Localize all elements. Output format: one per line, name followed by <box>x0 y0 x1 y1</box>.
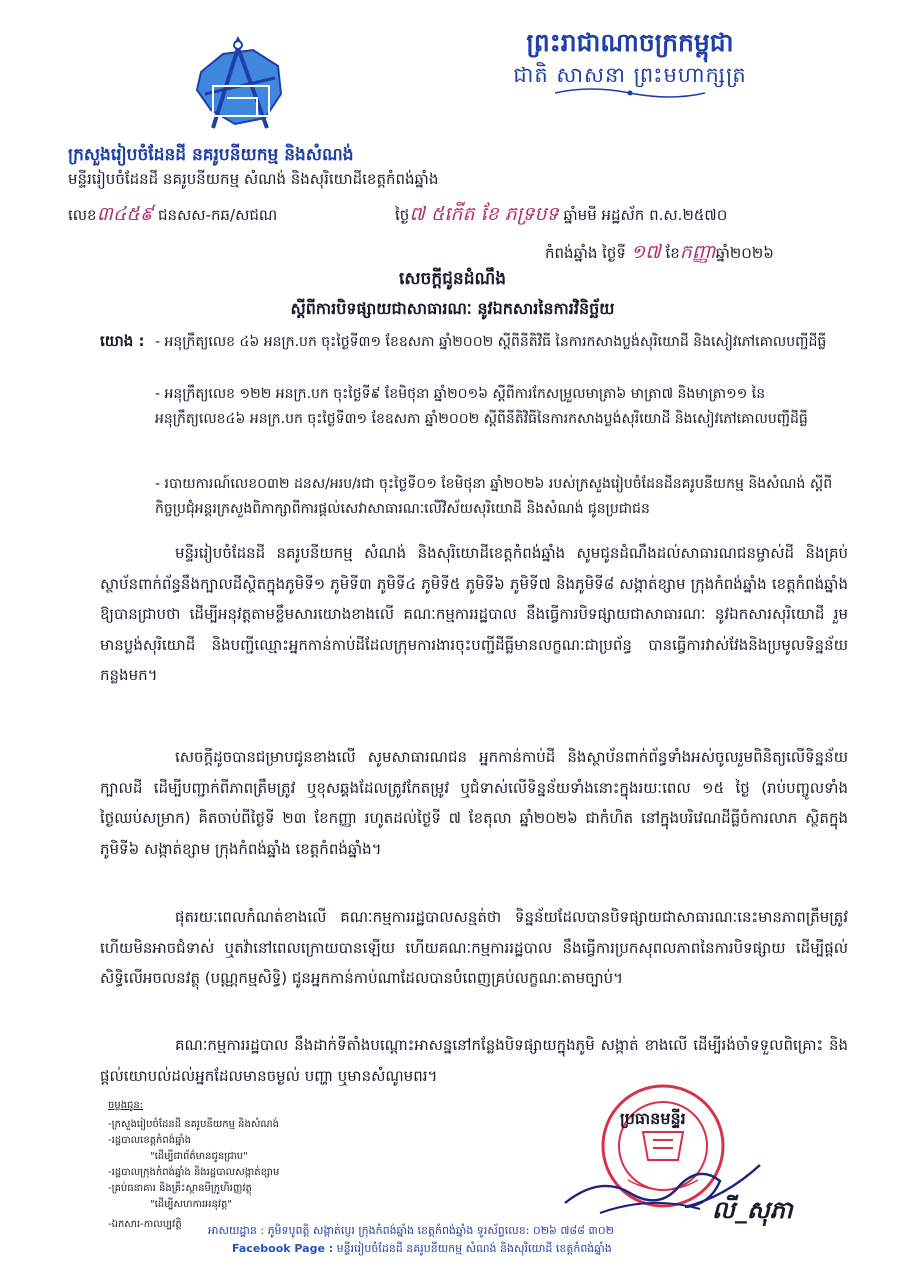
day-handwritten: ១៧ <box>630 241 661 263</box>
reference-item-1: - អនុក្រឹត្យលេខ ៤៦ អនក្រ.បក ចុះថ្ងៃទី៣១ ខែឧសភា ឆ្នាំ២០០២ ស្តីពីនីតិវិធី នៃការកសាងប្លង់សុរិយោដី និងសៀវភៅគោលបញ្ជីដីធ្លី <box>155 334 827 350</box>
ministry-logo <box>183 32 293 144</box>
footer-address: អាសយដ្ឋាន : ភូមិទបូពត្តិ សង្កាត់ប្ញេរ ក្រុងកំពង់ឆ្នាំង ខេត្តកំពង់ឆ្នាំង ទូរស័ព្ទលេខ: ០២៦ ៧៨៨ ៣០២ <box>208 1224 614 1237</box>
footer-facebook <box>232 1242 612 1258</box>
cc-item: -រដ្ឋបាលក្រុងកំពង់ឆ្នាំង និងរដ្ឋបាលសង្កាត់ខ្សាម <box>108 1167 280 1178</box>
cc-item: -ក្រសួងរៀបចំដែនដី នគរូបនីយកម្ម និងសំណង់ <box>108 1119 279 1130</box>
lunar-suffix: ឆ្នាំមមី អដ្ឋស័ក ព.ស.២៥៧០ <box>563 206 728 224</box>
signatory-title: ប្រធានមន្ទីរ <box>620 1109 686 1128</box>
cc-item: -គ្រប់ធនាគារ និងគ្រឹះស្ថានមីក្រូហិរញ្ញវត្ថុ <box>108 1183 252 1194</box>
signatory-name: លី_សុភា <box>712 1195 793 1224</box>
reference-suffix: ជនសស-កឆ/សជណ <box>157 206 278 224</box>
lunar-prefix: ថ្ងៃ <box>395 206 410 224</box>
department-name: មន្ទីររៀបចំដែនដី នគរូបនីយកម្ម សំណង់ និងសុរិយោដីខេត្តកំពង់ឆ្នាំង <box>68 170 439 188</box>
lunar-date <box>395 202 727 230</box>
year: ឆ្នាំ២០២៦ <box>715 244 774 262</box>
reference-item-2: - អនុក្រឹត្យលេខ ១២២ អនក្រ.បក ចុះថ្ងៃទី៩ ខែមិថុនា ឆ្នាំ២០១៦ ស្តីពីការកែសម្រួលមាត្រា៦ មាត្រា៧ និងមាត្រា១១ នៃអនុក្រឹត្យលេខ៤៦ អនក្រ.បក ចុះថ្ងៃទី៣១ ខែឧសភា ឆ្នាំ២០០២ ស្តីពីនីតិវិធីនៃការកសាងប្លង់សុរិយោដី និងសៀវភៅគោលបញ្ជីដីធ្លី <box>155 386 808 427</box>
place-prefix: កំពង់ឆ្នាំង ថ្ងៃទី <box>545 244 626 262</box>
month-label: ខែ <box>665 244 680 262</box>
body-paragraph-3: ផុតរយៈពេលកំណត់ខាងលើ គណៈកម្មការរដ្ឋបាលសន្មត់ថា ទិន្នន័យដែលបានបិទផ្សាយជាសាធារណៈនេះមានភាពត្រឹមត្រូវ ហើយមិនអាចជំទាស់ ឬតវ៉ានៅពេលក្រោយបានឡើយ ហើយគណៈកម្មការរដ្ឋបាល នឹងធ្វើការប្រកសុពលភាពនៃការបិទផ្សាយ ដើម្បីផ្តល់សិទ្ធិលើអចលនវត្ថុ (បណ្ណកម្មសិទ្ធិ) ជូនអ្នកកាន់កាប់ណាដែលបានបំពេញគ្រប់លក្ខណៈតាមច្បាប់។ <box>100 908 848 987</box>
place-and-date <box>545 240 774 268</box>
reference-number <box>68 202 277 230</box>
document-title: សេចក្តីជូនដំណឹង <box>398 269 507 289</box>
national-motto: ជាតិ សាសនា ព្រះមហាក្សត្រ <box>513 63 747 87</box>
reference-item-3: - របាយការណ៍លេខ០៣២ ដនស/អរប/រជា ចុះថ្ងៃទី០១ ខែមិថុនា ឆ្នាំ២០២៦ របស់ក្រសួងរៀបចំដែនដីនគរូបនីយកម្ម និងសំណង់ ស្តីពីកិច្ចប្រជុំអន្តរក្រសួងពិភាក្សាពីការផ្តល់សេវាសាធារណៈលើវិស័យសុរិយោដី និងសំណង់ ជូនប្រជាជន <box>155 476 833 517</box>
cc-note: "ដើម្បីសហការអនុវត្ត" <box>150 1199 233 1210</box>
facebook-label: Facebook Page : <box>232 1242 334 1255</box>
ministry-name: ក្រសួងរៀបចំដែនដី នគរូបនីយកម្ម និងសំណង់ <box>68 145 354 165</box>
cc-note: "ដើម្បីជាព័ត៌មានជូនជ្រាប" <box>150 1151 248 1162</box>
body-paragraph-1: មន្ទីររៀបចំដែនដី នគរូបនីយកម្ម សំណង់ និងសុរិយោដីខេត្តកំពង់ឆ្នាំង សូមជូនដំណឹងដល់សាធារណជនម្ចាស់ដី និងគ្រប់ស្ថាប័នពាក់ព័ន្ធនឹងក្បាលដីស្ថិតក្នុងភូមិទី១ ភូមិទី៣ ភូមិទី៤ ភូមិទី៥ ភូមិទី៦ ភូមិទី៧ និងភូមិទី៨ សង្កាត់ខ្សាម ក្រុងកំពង់ឆ្នាំង ខេត្តកំពង់ឆ្នាំង ឱ្យបានជ្រាបថា ដើម្បីអនុវត្តតាមខ្លឹមសារយោងខាងលើ គណៈកម្មការរដ្ឋបាល នឹងធ្វើការបិទផ្សាយជាសាធារណៈ នូវឯកសារសុរិយោដី រួមមានប្លង់សុរិយោដី និងបញ្ជីឈ្មោះអ្នកកាន់កាប់ដីដែលក្រុមការងារចុះបញ្ជីដីធ្លីមានលក្ខណៈជាប្រព័ន្ធ បានធ្វើការវាស់វែងនិងប្រមូលទិន្នន័យកន្លងមក។ <box>100 544 848 684</box>
body-paragraph-4: គណៈកម្មការរដ្ឋបាល នឹងដាក់ទីតាំងបណ្តោះអាសន្ននៅកន្លែងបិទផ្សាយក្នុងភូមិ សង្កាត់ ខាងលើ ដើម្បីរង់ចាំទទួលពិគ្រោះ និងផ្តល់យោបល់ដល់អ្នកដែលមានចម្ងល់ បញ្ហា ឬមានសំណូមពរ។ <box>100 1036 848 1085</box>
kingdom-heading: ព្រះរាជាណាចក្រកម្ពុជា <box>526 28 734 57</box>
reference-number-handwritten: ៣៤៥៩ <box>96 203 154 225</box>
cc-item: -រដ្ឋបាលខេត្តកំពង់ឆ្នាំង <box>108 1135 191 1146</box>
motto-ornament <box>545 85 715 101</box>
lunar-date-handwritten: ៧ ៥កើត ខែ ភទ្របទ <box>409 203 559 225</box>
cc-item: -ឯកសារ-កាលប្បវត្តិ <box>108 1219 182 1230</box>
references-label: យោង : <box>100 332 145 350</box>
reference-prefix: លេខ <box>68 206 97 224</box>
body-paragraph-2: សេចក្តីដូចបានជម្រាបជូនខាងលើ សូមសាធារណជន អ្នកកាន់កាប់ដី និងស្ថាប័នពាក់ព័ន្ធទាំងអស់ចូលរួមពិនិត្យលើទិន្នន័យក្បាលដី ដើម្បីបញ្ជាក់ពីភាពត្រឹមត្រូវ ឬខុសឆ្គងដែលត្រូវកែតម្រូវ ឬជំទាស់លើទិន្នន័យទាំងនោះក្នុងរយៈពេល ១៥ ថ្ងៃ (រាប់បញ្ចូលទាំងថ្ងៃឈប់សម្រាក) គិតចាប់ពីថ្ងៃទី ២៣ ខែកញ្ញា រហូតដល់ថ្ងៃទី ៧ ខែតុលា ឆ្នាំ២០២៦ ជាកំហិត នៅក្នុងបរិវេណដីធ្លីចំការលាភ ស្ថិតក្នុងភូមិទី៦ សង្កាត់ខ្សាម ក្រុងកំពង់ឆ្នាំង ខេត្តកំពង់ឆ្នាំង។ <box>100 748 848 858</box>
document-subject: ស្តីពីការបិទផ្សាយជាសាធារណៈ នូវឯកសារនៃការវិនិច្ឆ័យ <box>290 299 615 318</box>
facebook-page-name: មន្ទីររៀបចំដែនដី នគរូបនីយកម្ម សំណង់ និងសុរិយោដី ខេត្តកំពង់ឆ្នាំង <box>336 1242 612 1255</box>
month-handwritten: កញ្ញា <box>679 241 716 263</box>
cc-title: ចម្លងជូន: <box>108 1100 144 1111</box>
